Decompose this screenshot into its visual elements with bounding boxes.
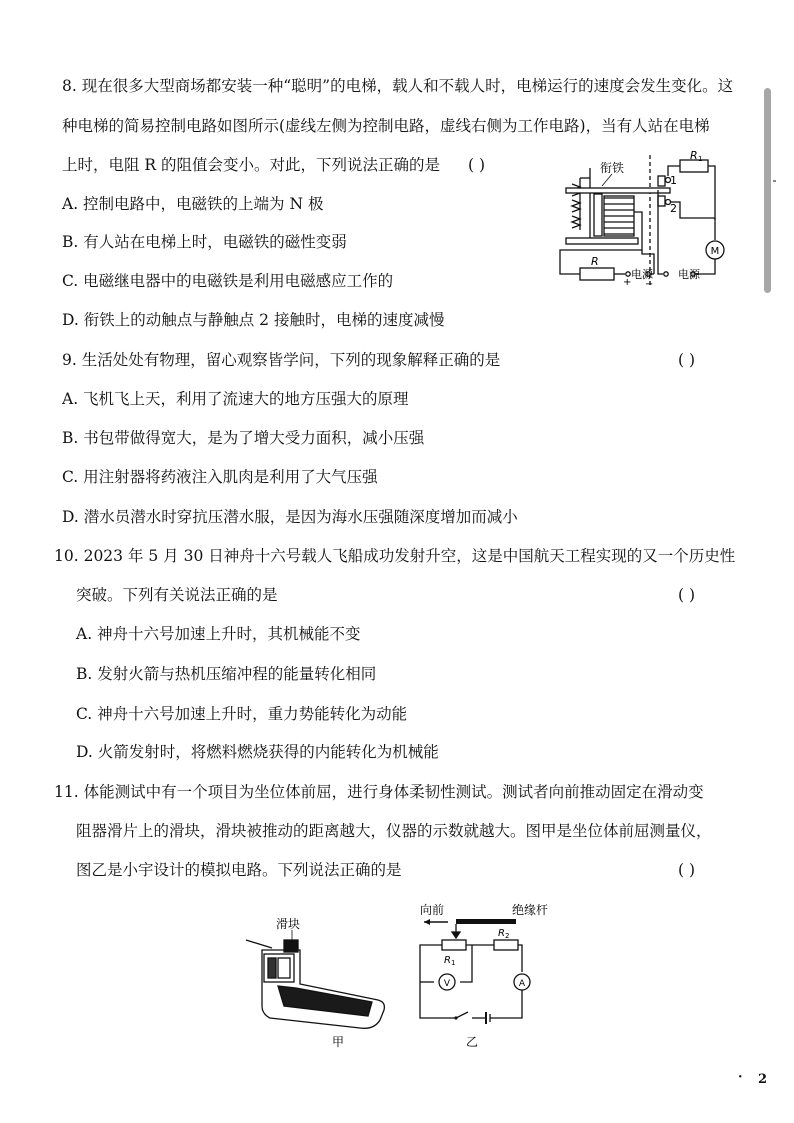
caption-jia: 甲 [332, 1035, 345, 1049]
voltmeter-label: V [443, 979, 451, 989]
q11-figure-jia [240, 910, 390, 1050]
forward-label: 向前 [420, 903, 445, 917]
insulating-rod [456, 919, 516, 924]
motor-label: M [710, 246, 720, 257]
power-left-label: 电源 [631, 268, 653, 281]
minus-sign: − [645, 279, 654, 290]
q11-stem-line-3: 图乙是小宇设计的模拟电路。下列说法正确的是 [76, 861, 402, 879]
q10-stem-line-2: 突破。下列有关说法正确的是 [76, 586, 278, 604]
rod-label: 绝缘杆 [512, 903, 549, 917]
electromagnet-coil [604, 198, 634, 234]
r2-subscript: 2 [505, 932, 510, 940]
ammeter-label: A [518, 979, 526, 989]
q10-answer-paren: ( ) [678, 586, 696, 604]
contact-2-label: 2 [670, 202, 677, 215]
q8-stem-line-3: 上时，电阻 R 的阻值会变小。对此，下列说法正确的是 [62, 156, 441, 174]
q10-stem-line-1: 10. 2023 年 5 月 30 日神舟十六号载人飞船成功发射升空，这是中国航天工程实现的又一个历史性 [54, 547, 736, 565]
q10-option-a: A. 神舟十六号加速上升时，其机械能不变 [76, 625, 361, 643]
q9-answer-paren: ( ) [678, 351, 696, 369]
q8-stem-line-1: 8. 现在很多大型商场都安装一种“聪明”的电梯，载人和不载人时，电梯运行的速度会发生变化。这 [62, 77, 734, 95]
q10-option-c: C. 神舟十六号加速上升时，重力势能转化为动能 [76, 705, 408, 723]
armature-label: 衔铁 [600, 161, 625, 175]
q9-option-a: A. 飞机飞上天，利用了流速大的地方压强大的原理 [62, 390, 409, 408]
q9-stem-line-1: 9. 生活处处有物理，留心观察皆学问，下列的现象解释正确的是 [62, 351, 501, 369]
q9-option-b: B. 书包带做得宽大，是为了增大受力面积，减小压强 [62, 429, 425, 447]
slider-label: 滑块 [276, 917, 301, 931]
contact-1-label: 1 [670, 174, 677, 187]
forward-arrow-icon [424, 919, 430, 925]
q8-stem-line-2: 种电梯的简易控制电路如图所示(虚线左侧为控制电路，虚线右侧为工作电路)，当有人站在电梯 [62, 117, 710, 135]
q11-stem-line-1: 11. 体能测试中有一个项目为坐位体前屈，进行身体柔韧性测试。测试者向前推动固定在滑动变 [54, 783, 704, 801]
r1-subscript: 1 [698, 155, 703, 163]
r1-label: R [444, 955, 451, 966]
resistor-r1 [442, 940, 466, 950]
vertical-scrollbar[interactable] [764, 88, 771, 293]
q8-option-c: C. 电磁继电器中的电磁铁是利用电磁感应工作的 [62, 272, 394, 290]
page-number: 2 [758, 1072, 768, 1087]
q8-option-a: A. 控制电路中，电磁铁的上端为 N 极 [62, 195, 324, 213]
q9-option-c: C. 用注射器将药液注入肌肉是利用了大气压强 [62, 468, 378, 486]
scrollbar-marker [773, 180, 776, 182]
q8-option-b: B. 有人站在电梯上时，电磁铁的磁性变弱 [62, 233, 347, 251]
q11-figure-yi [410, 900, 570, 1052]
q10-option-b: B. 发射火箭与热机压缩冲程的能量转化相同 [76, 665, 377, 683]
r1-label: R [690, 150, 698, 162]
power-right-label: 电源 [678, 268, 700, 281]
resistor-r2 [494, 940, 518, 950]
q9-option-d: D. 潜水员潜水时穿抗压潜水服，是因为海水压强随深度增加而减小 [62, 508, 518, 526]
slider-block [284, 940, 298, 952]
q8-circuit-figure [530, 150, 735, 290]
page-dot: · [738, 1070, 743, 1085]
r1-subscript: 1 [451, 959, 456, 967]
armature-bar [566, 188, 670, 193]
q8-option-d: D. 衔铁上的动触点与静触点 2 接触时，电梯的速度减慢 [62, 311, 445, 329]
r-label: R [591, 255, 599, 268]
r2-label: R [498, 928, 505, 939]
q10-option-d: D. 火箭发射时，将燃料燃烧获得的内能转化为机械能 [76, 743, 439, 761]
caption-yi: 乙 [466, 1035, 479, 1049]
q8-answer-paren: ( ) [468, 156, 486, 174]
plus-sign: + [623, 277, 632, 288]
q11-answer-paren: ( ) [678, 861, 696, 879]
q11-stem-line-2: 阻器滑片上的滑块，滑块被推动的距离越大，仪器的示数就越大。图甲是坐位体前屈测量仪， [76, 822, 712, 840]
resistor-r [580, 268, 614, 280]
